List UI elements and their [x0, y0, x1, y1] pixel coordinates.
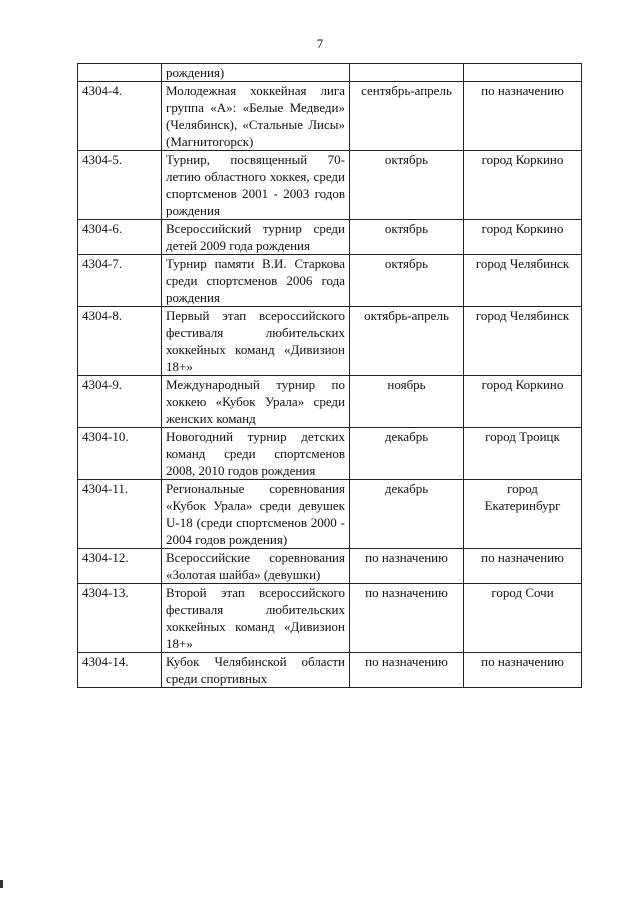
event-number: 4304-10.: [78, 428, 162, 480]
table-row: [78, 653, 582, 688]
event-place: город Коркино: [464, 151, 582, 220]
table-row: [78, 480, 582, 549]
event-name: Новогодний турнир детских команд среди спортсменов 2008, 2010 годов рождения: [162, 428, 350, 480]
event-place: город Челябинск: [464, 307, 582, 376]
event-date: по назначению: [350, 584, 464, 653]
event-name: Международный турнир по хоккею «Кубок Урала» среди женских команд: [162, 376, 350, 428]
event-name: Первый этап всероссийского фестиваля любительских хоккейных команд «Дивизион 18+»: [162, 307, 350, 376]
event-place: город Троицк: [464, 428, 582, 480]
table-row: [78, 255, 582, 307]
event-name: Всероссийские соревнования «Золотая шайба» (девушки): [162, 549, 350, 584]
event-place: город Сочи: [464, 584, 582, 653]
event-number: 4304-6.: [78, 220, 162, 255]
event-number: 4304-4.: [78, 82, 162, 151]
event-date: октябрь: [350, 220, 464, 255]
event-date: октябрь: [350, 151, 464, 220]
event-date: октябрь: [350, 255, 464, 307]
event-place: по назначению: [464, 549, 582, 584]
event-number: 4304-7.: [78, 255, 162, 307]
event-place: по назначению: [464, 653, 582, 688]
table-row: [78, 428, 582, 480]
page-number: 7: [316, 36, 324, 51]
event-place: город Коркино: [464, 220, 582, 255]
table-row: [78, 220, 582, 255]
table-row: [78, 307, 582, 376]
event-number: [78, 64, 162, 82]
event-name: Региональные соревнования «Кубок Урала» среди девушек U-18 (среди спортсменов 2000 - 2004 годов рождения): [162, 480, 350, 549]
event-date: по назначению: [350, 653, 464, 688]
event-number: 4304-14.: [78, 653, 162, 688]
event-name: Турнир, посвященный 70-летию областного хоккея, среди спортсменов 2001 - 2003 годов рождения: [162, 151, 350, 220]
events-table: [77, 63, 582, 688]
table-row: [78, 584, 582, 653]
event-number: 4304-5.: [78, 151, 162, 220]
event-name: рождения): [162, 64, 350, 82]
event-date: по назначению: [350, 549, 464, 584]
table-row: [78, 151, 582, 220]
event-number: 4304-13.: [78, 584, 162, 653]
event-date: [350, 64, 464, 82]
event-place: город Екатеринбург: [464, 480, 582, 549]
event-place: город Коркино: [464, 376, 582, 428]
event-name: Второй этап всероссийского фестиваля любительских хоккейных команд «Дивизион 18+»: [162, 584, 350, 653]
table-row: [78, 64, 582, 82]
event-place: по назначению: [464, 82, 582, 151]
event-date: декабрь: [350, 428, 464, 480]
event-name: Молодежная хоккейная лига группа «А»: «Белые Медведи» (Челябинск), «Стальные Лисы» (Магнитогорск): [162, 82, 350, 151]
table-row: [78, 549, 582, 584]
event-date: сентябрь-апрель: [350, 82, 464, 151]
event-date: декабрь: [350, 480, 464, 549]
event-number: 4304-12.: [78, 549, 162, 584]
event-date: ноябрь: [350, 376, 464, 428]
table-row: [78, 376, 582, 428]
table-row: [78, 82, 582, 151]
scan-margin-mark: [0, 880, 3, 888]
event-name: Турнир памяти В.И. Старкова среди спортсменов 2006 года рождения: [162, 255, 350, 307]
event-date: октябрь-апрель: [350, 307, 464, 376]
event-name: Кубок Челябинской области среди спортивных: [162, 653, 350, 688]
event-name: Всероссийский турнир среди детей 2009 года рождения: [162, 220, 350, 255]
event-place: город Челябинск: [464, 255, 582, 307]
event-number: 4304-8.: [78, 307, 162, 376]
event-number: 4304-9.: [78, 376, 162, 428]
event-place: [464, 64, 582, 82]
event-number: 4304-11.: [78, 480, 162, 549]
